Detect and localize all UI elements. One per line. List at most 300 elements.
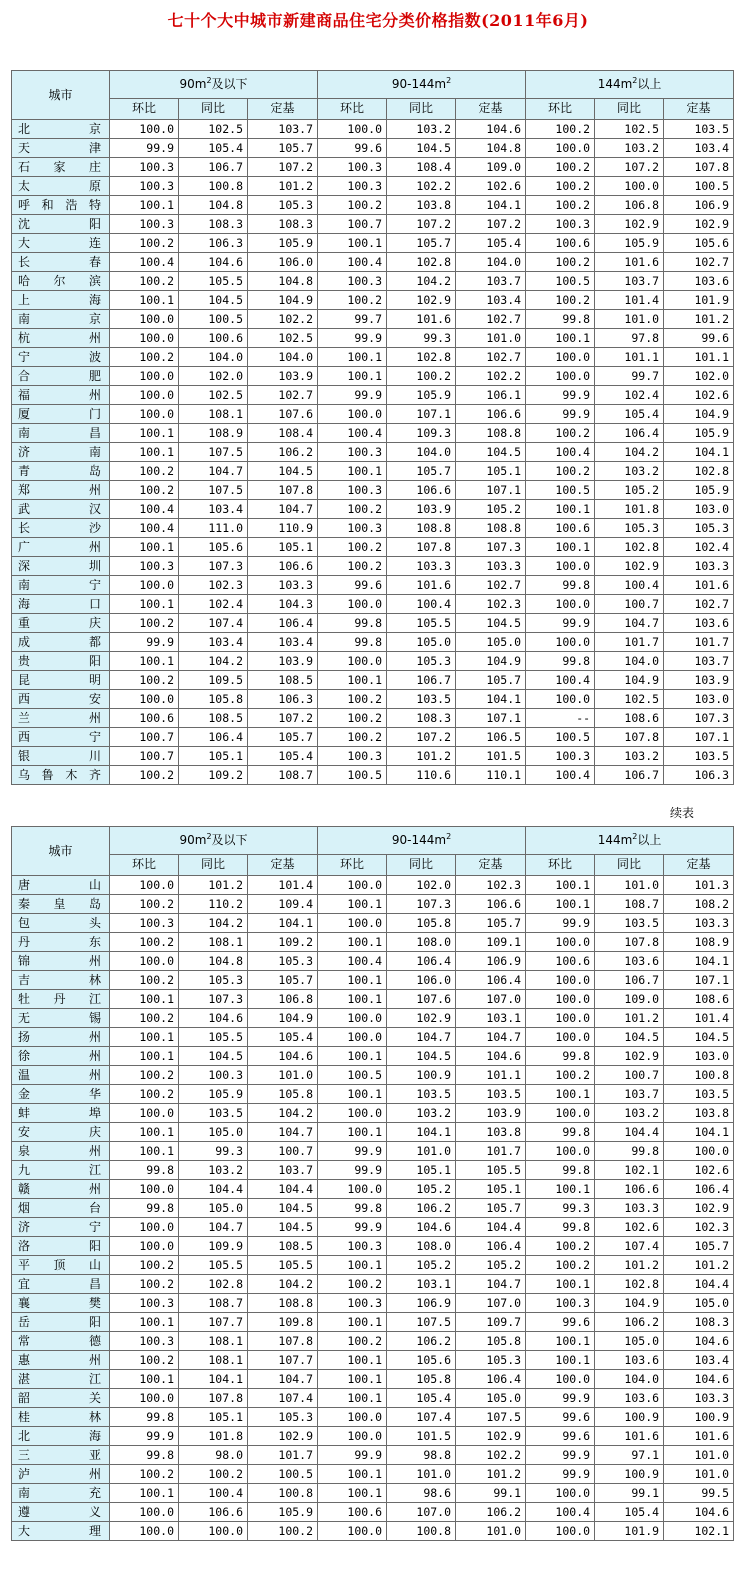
table-row [12, 876, 734, 895]
table-row [12, 1522, 734, 1541]
value-cell: 100.0 [318, 405, 387, 424]
subcol-mom: 环比 [110, 854, 179, 875]
city-cell: 太原 [12, 177, 110, 196]
value-cell: 104.4 [595, 1123, 664, 1142]
value-cell: 107.8 [595, 933, 664, 952]
value-cell: 107.5 [387, 1313, 456, 1332]
value-cell: 105.0 [664, 1294, 734, 1313]
value-cell: 107.8 [248, 1332, 318, 1351]
value-cell: 104.5 [248, 1199, 318, 1218]
value-cell: 103.3 [248, 576, 318, 595]
value-cell: 100.2 [318, 1275, 387, 1294]
value-cell: 104.0 [456, 253, 526, 272]
city-cell: 三亚 [12, 1446, 110, 1465]
city-cell: 长沙 [12, 519, 110, 538]
value-cell: 107.5 [179, 443, 248, 462]
value-cell: 103.3 [664, 1389, 734, 1408]
value-cell: 100.5 [526, 728, 595, 747]
value-cell: 102.3 [664, 1218, 734, 1237]
value-cell: 104.7 [179, 1218, 248, 1237]
value-cell: 109.0 [456, 158, 526, 177]
city-cell: 秦皇岛 [12, 895, 110, 914]
value-cell: 104.8 [248, 272, 318, 291]
value-cell: 106.6 [456, 405, 526, 424]
value-cell: 105.5 [179, 272, 248, 291]
value-cell: 101.6 [664, 1427, 734, 1446]
value-cell: 100.1 [110, 538, 179, 557]
table-row [12, 1370, 734, 1389]
table-row [12, 990, 734, 1009]
table-body [12, 120, 734, 785]
value-cell: 100.4 [318, 424, 387, 443]
value-cell: 100.2 [110, 1085, 179, 1104]
value-cell: 108.8 [248, 1294, 318, 1313]
table-row [12, 1237, 734, 1256]
city-cell: 武汉 [12, 500, 110, 519]
subcol-yoy: 同比 [387, 98, 456, 119]
city-cell: 西宁 [12, 728, 110, 747]
value-cell: 100.1 [526, 1332, 595, 1351]
value-cell: 101.6 [387, 576, 456, 595]
city-cell: 成都 [12, 633, 110, 652]
value-cell: -- [526, 709, 595, 728]
value-cell: 104.5 [595, 1028, 664, 1047]
value-cell: 102.0 [387, 876, 456, 895]
value-cell: 99.6 [526, 1408, 595, 1427]
value-cell: 103.9 [664, 671, 734, 690]
value-cell: 100.3 [526, 1294, 595, 1313]
value-cell: 97.8 [595, 329, 664, 348]
value-cell: 102.9 [664, 1199, 734, 1218]
value-cell: 101.9 [664, 291, 734, 310]
value-cell: 100.4 [526, 1503, 595, 1522]
value-cell: 108.8 [456, 424, 526, 443]
value-cell: 100.2 [110, 348, 179, 367]
table-row [12, 1332, 734, 1351]
value-cell: 100.1 [318, 1389, 387, 1408]
value-cell: 103.6 [595, 1351, 664, 1370]
value-cell: 100.1 [318, 895, 387, 914]
value-cell: 101.6 [387, 310, 456, 329]
continued-label: 续表 [669, 806, 694, 820]
city-cell: 北京 [12, 120, 110, 139]
value-cell: 107.8 [664, 158, 734, 177]
city-cell: 广州 [12, 538, 110, 557]
table-row [12, 576, 734, 595]
value-cell: 109.3 [387, 424, 456, 443]
value-cell: 105.4 [248, 747, 318, 766]
table-row [12, 952, 734, 971]
value-cell: 100.1 [318, 1123, 387, 1142]
city-cell: 南充 [12, 1484, 110, 1503]
value-cell: 105.8 [387, 1370, 456, 1389]
value-cell: 107.2 [248, 709, 318, 728]
value-cell: 100.0 [526, 1484, 595, 1503]
value-cell: 104.0 [248, 348, 318, 367]
value-cell: 100.1 [110, 1028, 179, 1047]
value-cell: 105.4 [456, 234, 526, 253]
value-cell: 108.4 [387, 158, 456, 177]
value-cell: 106.0 [387, 971, 456, 990]
value-cell: 101.0 [387, 1142, 456, 1161]
price-index-table [11, 70, 734, 785]
city-cell: 烟台 [12, 1199, 110, 1218]
value-cell: 104.5 [456, 614, 526, 633]
value-cell: 103.8 [664, 1104, 734, 1123]
table-row [12, 1066, 734, 1085]
table-row [12, 215, 734, 234]
value-cell: 100.1 [110, 652, 179, 671]
value-cell: 102.4 [595, 386, 664, 405]
city-cell: 湛江 [12, 1370, 110, 1389]
value-cell: 101.7 [664, 633, 734, 652]
value-cell: 99.6 [526, 1313, 595, 1332]
value-cell: 101.0 [456, 329, 526, 348]
value-cell: 100.0 [110, 386, 179, 405]
value-cell: 105.3 [248, 1408, 318, 1427]
value-cell: 100.5 [179, 310, 248, 329]
value-cell: 105.3 [595, 519, 664, 538]
table-row [12, 1503, 734, 1522]
value-cell: 108.5 [248, 1237, 318, 1256]
subcol-base: 定基 [456, 98, 526, 119]
table-row [12, 1123, 734, 1142]
value-cell: 100.0 [526, 595, 595, 614]
table-row [12, 139, 734, 158]
value-cell: 108.1 [179, 1351, 248, 1370]
value-cell: 106.7 [179, 158, 248, 177]
value-cell: 105.6 [664, 234, 734, 253]
table-row [12, 1256, 734, 1275]
value-cell: 106.2 [456, 1503, 526, 1522]
value-cell: 101.3 [664, 876, 734, 895]
value-cell: 100.1 [110, 1313, 179, 1332]
value-cell: 100.9 [387, 1066, 456, 1085]
city-cell: 长春 [12, 253, 110, 272]
value-cell: 105.0 [456, 633, 526, 652]
value-cell: 106.7 [595, 766, 664, 785]
value-cell: 102.7 [664, 253, 734, 272]
value-cell: 105.1 [456, 1180, 526, 1199]
value-cell: 105.2 [456, 1256, 526, 1275]
value-cell: 99.6 [664, 329, 734, 348]
value-cell: 100.3 [110, 914, 179, 933]
value-cell: 100.4 [595, 576, 664, 595]
city-cell: 海口 [12, 595, 110, 614]
value-cell: 108.2 [664, 895, 734, 914]
value-cell: 102.7 [456, 348, 526, 367]
value-cell: 104.1 [664, 952, 734, 971]
subcol-base: 定基 [248, 98, 318, 119]
value-cell: 102.7 [248, 386, 318, 405]
value-cell: 103.0 [664, 1047, 734, 1066]
value-cell: 104.2 [248, 1275, 318, 1294]
value-cell: 107.3 [664, 709, 734, 728]
city-cell: 大理 [12, 1522, 110, 1541]
value-cell: 103.7 [248, 1161, 318, 1180]
value-cell: 107.4 [387, 1408, 456, 1427]
value-cell: 101.2 [595, 1256, 664, 1275]
value-cell: 100.3 [110, 158, 179, 177]
value-cell: 100.7 [595, 1066, 664, 1085]
value-cell: 100.2 [248, 1522, 318, 1541]
value-cell: 100.0 [110, 1522, 179, 1541]
table-row [12, 386, 734, 405]
value-cell: 100.2 [110, 895, 179, 914]
value-cell: 101.0 [456, 1522, 526, 1541]
value-cell: 104.5 [387, 139, 456, 158]
value-cell: 101.1 [456, 1066, 526, 1085]
value-cell: 100.1 [318, 1351, 387, 1370]
value-cell: 102.5 [179, 120, 248, 139]
value-cell: 100.0 [318, 914, 387, 933]
value-cell: 106.8 [595, 196, 664, 215]
value-cell: 99.9 [318, 1161, 387, 1180]
city-cell: 天津 [12, 139, 110, 158]
value-cell: 97.1 [595, 1446, 664, 1465]
value-cell: 111.0 [179, 519, 248, 538]
value-cell: 100.3 [179, 1066, 248, 1085]
value-cell: 100.2 [318, 557, 387, 576]
value-cell: 104.3 [248, 595, 318, 614]
value-cell: 100.9 [595, 1408, 664, 1427]
value-cell: 100.1 [526, 538, 595, 557]
value-cell: 100.9 [664, 1408, 734, 1427]
value-cell: 108.3 [248, 215, 318, 234]
value-cell: 103.2 [595, 747, 664, 766]
value-cell: 105.4 [595, 405, 664, 424]
value-cell: 103.1 [387, 1275, 456, 1294]
value-cell: 106.6 [387, 481, 456, 500]
table-row [12, 462, 734, 481]
table-row [12, 633, 734, 652]
value-cell: 104.8 [456, 139, 526, 158]
table-row [12, 1351, 734, 1370]
value-cell: 104.5 [179, 291, 248, 310]
value-cell: 100.3 [110, 215, 179, 234]
value-cell: 100.7 [110, 728, 179, 747]
value-cell: 104.2 [387, 272, 456, 291]
value-cell: 100.4 [110, 253, 179, 272]
value-cell: 101.6 [595, 1427, 664, 1446]
value-cell: 107.4 [179, 614, 248, 633]
value-cell: 104.2 [595, 443, 664, 462]
subcol-base: 定基 [248, 854, 318, 875]
table-row [12, 1085, 734, 1104]
value-cell: 102.6 [664, 1161, 734, 1180]
value-cell: 100.0 [526, 990, 595, 1009]
value-cell: 100.1 [110, 1123, 179, 1142]
value-cell: 101.2 [664, 310, 734, 329]
value-cell: 105.7 [664, 1237, 734, 1256]
value-cell: 104.4 [664, 1275, 734, 1294]
value-cell: 106.6 [179, 1503, 248, 1522]
group-header-large: $144m^2$以上 [526, 827, 734, 855]
value-cell: 104.9 [595, 671, 664, 690]
city-cell: 南宁 [12, 576, 110, 595]
value-cell: 108.7 [248, 766, 318, 785]
value-cell: 103.9 [248, 367, 318, 386]
value-cell: 105.7 [387, 462, 456, 481]
value-cell: 102.3 [456, 595, 526, 614]
table-row [12, 933, 734, 952]
table-row [12, 120, 734, 139]
value-cell: 102.2 [248, 310, 318, 329]
value-cell: 101.4 [595, 291, 664, 310]
value-cell: 100.0 [318, 876, 387, 895]
value-cell: 100.2 [110, 1275, 179, 1294]
value-cell: 101.4 [664, 1009, 734, 1028]
value-cell: 105.8 [456, 1332, 526, 1351]
value-cell: 100.6 [526, 519, 595, 538]
value-cell: 107.0 [387, 1503, 456, 1522]
price-index-table-continued [11, 826, 734, 1541]
value-cell: 100.3 [318, 747, 387, 766]
value-cell: 100.0 [526, 139, 595, 158]
value-cell: 99.9 [318, 329, 387, 348]
value-cell: 105.1 [248, 538, 318, 557]
city-column-header: 城市 [12, 827, 110, 876]
value-cell: 100.1 [110, 990, 179, 1009]
city-cell: 桂林 [12, 1408, 110, 1427]
value-cell: 100.7 [110, 747, 179, 766]
value-cell: 104.0 [179, 348, 248, 367]
value-cell: 99.1 [456, 1484, 526, 1503]
value-cell: 99.8 [110, 1408, 179, 1427]
value-cell: 101.5 [456, 747, 526, 766]
value-cell: 102.1 [664, 1522, 734, 1541]
value-cell: 105.3 [456, 1351, 526, 1370]
city-cell: 金华 [12, 1085, 110, 1104]
value-cell: 100.0 [110, 1503, 179, 1522]
value-cell: 100.2 [526, 158, 595, 177]
table-row [12, 1199, 734, 1218]
table-row [12, 367, 734, 386]
table-row [12, 728, 734, 747]
value-cell: 100.0 [110, 876, 179, 895]
value-cell: 100.4 [526, 766, 595, 785]
value-cell: 99.9 [526, 1389, 595, 1408]
value-cell: 100.4 [318, 952, 387, 971]
value-cell: 104.6 [387, 1218, 456, 1237]
city-cell: 兰州 [12, 709, 110, 728]
value-cell: 100.1 [318, 1313, 387, 1332]
value-cell: 100.3 [318, 481, 387, 500]
value-cell: 99.3 [526, 1199, 595, 1218]
value-cell: 100.3 [526, 215, 595, 234]
value-cell: 100.0 [318, 1180, 387, 1199]
value-cell: 100.1 [318, 1085, 387, 1104]
value-cell: 106.2 [387, 1332, 456, 1351]
value-cell: 100.1 [318, 933, 387, 952]
value-cell: 100.2 [318, 291, 387, 310]
value-cell: 103.9 [387, 500, 456, 519]
value-cell: 104.1 [456, 196, 526, 215]
value-cell: 102.6 [595, 1218, 664, 1237]
value-cell: 107.1 [456, 481, 526, 500]
table-body [12, 876, 734, 1541]
value-cell: 107.1 [664, 971, 734, 990]
value-cell: 105.1 [456, 462, 526, 481]
subcol-yoy: 同比 [387, 854, 456, 875]
value-cell: 100.1 [110, 196, 179, 215]
value-cell: 99.8 [526, 1047, 595, 1066]
value-cell: 105.0 [179, 1199, 248, 1218]
value-cell: 105.7 [387, 234, 456, 253]
value-cell: 102.9 [248, 1427, 318, 1446]
value-cell: 99.8 [526, 576, 595, 595]
value-cell: 100.6 [526, 234, 595, 253]
value-cell: 106.6 [248, 557, 318, 576]
value-cell: 104.9 [456, 652, 526, 671]
value-cell: 100.2 [318, 538, 387, 557]
value-cell: 103.4 [179, 633, 248, 652]
value-cell: 104.9 [248, 1009, 318, 1028]
value-cell: 104.1 [179, 1370, 248, 1389]
value-cell: 107.1 [664, 728, 734, 747]
table-row [12, 234, 734, 253]
value-cell: 104.8 [179, 196, 248, 215]
value-cell: 102.9 [456, 1427, 526, 1446]
value-cell: 101.7 [456, 1142, 526, 1161]
value-cell: 100.0 [526, 633, 595, 652]
value-cell: 100.1 [110, 443, 179, 462]
value-cell: 107.7 [179, 1313, 248, 1332]
value-cell: 102.3 [456, 876, 526, 895]
value-cell: 104.9 [664, 405, 734, 424]
value-cell: 106.3 [179, 234, 248, 253]
value-cell: 100.3 [318, 1237, 387, 1256]
city-cell: 常德 [12, 1332, 110, 1351]
value-cell: 100.5 [526, 481, 595, 500]
value-cell: 104.7 [248, 500, 318, 519]
value-cell: 100.0 [526, 557, 595, 576]
value-cell: 101.0 [664, 1465, 734, 1484]
value-cell: 110.1 [456, 766, 526, 785]
table-row [12, 329, 734, 348]
value-cell: 108.9 [179, 424, 248, 443]
value-cell: 100.2 [110, 234, 179, 253]
value-cell: 99.9 [526, 405, 595, 424]
value-cell: 105.3 [664, 519, 734, 538]
value-cell: 99.6 [318, 139, 387, 158]
value-cell: 99.8 [595, 1142, 664, 1161]
value-cell: 100.8 [179, 177, 248, 196]
group-header-small: $90m^2$及以下 [110, 71, 318, 99]
city-cell: 南京 [12, 310, 110, 329]
value-cell: 107.4 [248, 1389, 318, 1408]
value-cell: 105.9 [248, 1503, 318, 1522]
value-cell: 100.3 [318, 272, 387, 291]
value-cell: 103.8 [456, 1123, 526, 1142]
value-cell: 106.4 [387, 952, 456, 971]
value-cell: 105.7 [456, 1199, 526, 1218]
value-cell: 102.5 [248, 329, 318, 348]
value-cell: 100.0 [526, 1522, 595, 1541]
value-cell: 102.7 [456, 576, 526, 595]
value-cell: 102.8 [595, 1275, 664, 1294]
city-cell: 郑州 [12, 481, 110, 500]
table-row [12, 652, 734, 671]
table-row [12, 690, 734, 709]
city-cell: 牡丹江 [12, 990, 110, 1009]
value-cell: 100.0 [526, 1142, 595, 1161]
value-cell: 100.2 [110, 1351, 179, 1370]
value-cell: 100.6 [179, 329, 248, 348]
value-cell: 100.1 [318, 462, 387, 481]
value-cell: 104.6 [664, 1370, 734, 1389]
subcol-base: 定基 [664, 854, 734, 875]
